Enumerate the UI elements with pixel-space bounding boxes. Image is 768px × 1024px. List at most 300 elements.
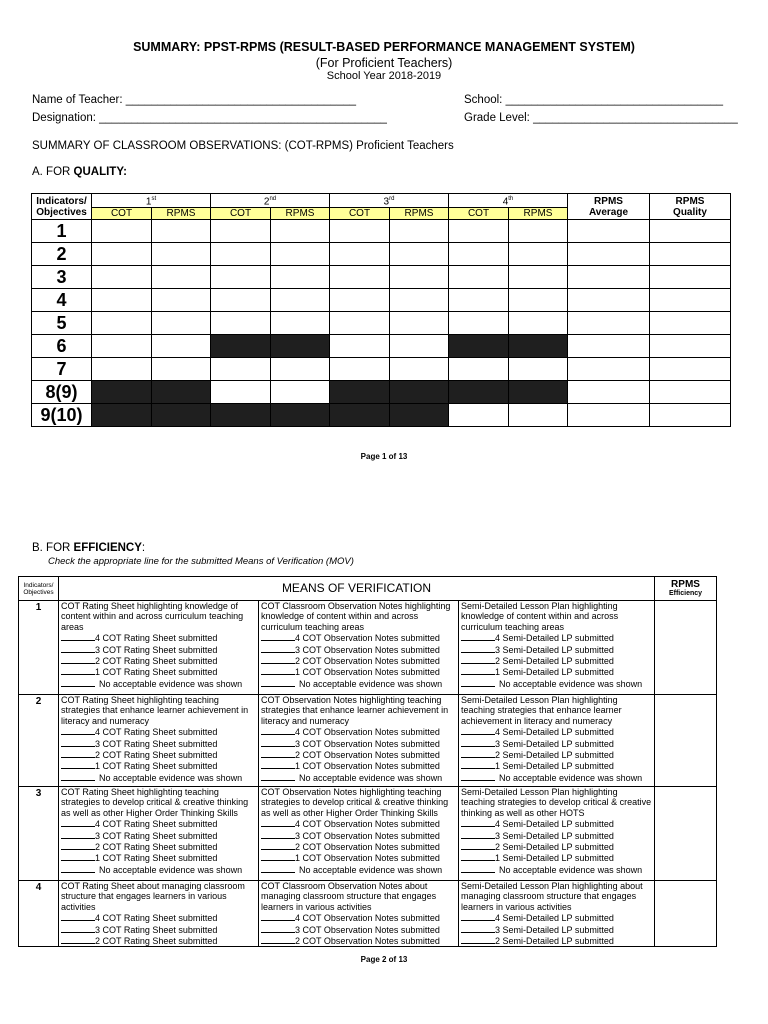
shaded-cell bbox=[449, 381, 509, 404]
efficiency-row bbox=[19, 695, 717, 787]
check-line[interactable] bbox=[261, 912, 295, 921]
rpms-quality-cell[interactable] bbox=[650, 335, 731, 358]
rpms-quality-cell[interactable] bbox=[650, 312, 731, 335]
rpms-efficiency-cell[interactable] bbox=[655, 695, 717, 787]
cot-subheader: COT bbox=[449, 208, 509, 220]
mov-option bbox=[261, 864, 456, 875]
check-line[interactable] bbox=[461, 924, 495, 933]
mov-option-label: 4 Semi-Detailed LP submitted bbox=[495, 913, 614, 924]
score-cell[interactable] bbox=[390, 266, 449, 289]
objective-number: 4 bbox=[32, 289, 92, 312]
mov-option-label: No acceptable evidence was shown bbox=[499, 678, 643, 689]
rpms-average-header: RPMS Average bbox=[568, 194, 650, 220]
document-title: SUMMARY: PPST-RPMS (RESULT-BASED PERFORMANCE MANAGEMENT SYSTEM) bbox=[133, 40, 635, 54]
score-cell[interactable] bbox=[509, 243, 568, 266]
score-cell[interactable] bbox=[449, 266, 509, 289]
mov-option-label: 3 COT Rating Sheet submitted bbox=[95, 830, 218, 841]
mov-option-label: No acceptable evidence was shown bbox=[299, 772, 443, 783]
mov-option bbox=[61, 760, 256, 771]
designation-label: Designation: bbox=[32, 112, 96, 124]
mov-option bbox=[61, 818, 256, 829]
check-line[interactable] bbox=[261, 924, 295, 933]
summary-heading: SUMMARY OF CLASSROOM OBSERVATIONS: (COT-RPMS) Proficient Teachers bbox=[32, 140, 454, 152]
indicators-objectives-header: Indicators/ Objectives bbox=[32, 194, 92, 220]
mov-option-label: 2 Semi-Detailed LP submitted bbox=[495, 842, 614, 853]
objective-number: 6 bbox=[32, 335, 92, 358]
check-line[interactable] bbox=[61, 935, 95, 944]
mov-option bbox=[461, 726, 652, 737]
rpms-quality-cell[interactable] bbox=[650, 220, 731, 243]
mov-option-label: 4 COT Rating Sheet submitted bbox=[95, 633, 218, 644]
check-line[interactable] bbox=[461, 726, 495, 735]
check-line[interactable] bbox=[461, 772, 495, 781]
score-cell[interactable] bbox=[211, 266, 271, 289]
quality-row bbox=[32, 335, 731, 358]
score-cell[interactable] bbox=[330, 312, 390, 335]
rpms-subheader: RPMS bbox=[271, 208, 330, 220]
check-line[interactable] bbox=[461, 749, 495, 758]
mov-option bbox=[461, 738, 652, 749]
mov-option bbox=[461, 852, 652, 863]
objective-number: 8(9) bbox=[32, 381, 92, 404]
check-line[interactable] bbox=[461, 678, 495, 687]
rpms-average-cell[interactable] bbox=[568, 220, 650, 243]
mov-option-label: 2 COT Observation Notes submitted bbox=[295, 842, 440, 853]
efficiency-suffix: : bbox=[141, 542, 146, 554]
mov-option-label: 1 Semi-Detailed LP submitted bbox=[495, 761, 614, 772]
mov-option bbox=[61, 678, 256, 689]
check-line[interactable] bbox=[261, 841, 295, 850]
rpms-quality-cell[interactable] bbox=[650, 243, 731, 266]
mov-cell bbox=[59, 601, 259, 695]
efficiency-heading bbox=[32, 542, 145, 554]
score-cell[interactable] bbox=[449, 289, 509, 312]
quality-row bbox=[32, 381, 731, 404]
score-cell[interactable] bbox=[271, 381, 330, 404]
objective-number: 9(10) bbox=[32, 404, 92, 427]
check-line[interactable] bbox=[61, 912, 95, 921]
score-cell[interactable] bbox=[92, 335, 152, 358]
check-line[interactable] bbox=[461, 864, 495, 873]
mov-option-label: 2 Semi-Detailed LP submitted bbox=[495, 936, 614, 947]
mov-option-label: 3 COT Rating Sheet submitted bbox=[95, 644, 218, 655]
school-field bbox=[464, 94, 723, 106]
score-cell[interactable] bbox=[271, 266, 330, 289]
mov-option bbox=[261, 655, 456, 666]
cot-subheader: COT bbox=[92, 208, 152, 220]
mov-option-label: 4 COT Observation Notes submitted bbox=[295, 913, 440, 924]
mov-option bbox=[61, 738, 256, 749]
shaded-cell bbox=[211, 335, 271, 358]
mov-description: COT Rating Sheet highlighting knowledge of content within and across curriculum teaching areas bbox=[61, 601, 244, 632]
check-line[interactable] bbox=[261, 864, 295, 873]
designation-line: _____________________________________________ bbox=[99, 112, 387, 124]
score-cell[interactable] bbox=[330, 289, 390, 312]
observation-4-header: 4th bbox=[449, 194, 568, 208]
score-cell[interactable] bbox=[390, 243, 449, 266]
mov-option bbox=[461, 935, 652, 946]
means-of-verification-header: MEANS OF VERIFICATION bbox=[59, 577, 655, 601]
check-line[interactable] bbox=[61, 749, 95, 758]
grade-level-line: ________________________________ bbox=[533, 112, 738, 124]
mov-option-label: 1 COT Rating Sheet submitted bbox=[95, 667, 218, 678]
check-line[interactable] bbox=[61, 818, 95, 827]
quality-row bbox=[32, 404, 731, 427]
mov-description: COT Rating Sheet about managing classroom structure that engages learners in various activities bbox=[61, 881, 245, 912]
quality-prefix: A. FOR bbox=[32, 166, 74, 178]
mov-option bbox=[461, 655, 652, 666]
check-line[interactable] bbox=[261, 852, 295, 861]
mov-option-label: 1 Semi-Detailed LP submitted bbox=[495, 853, 614, 864]
mov-option-label: 3 COT Rating Sheet submitted bbox=[95, 924, 218, 935]
score-cell[interactable] bbox=[271, 220, 330, 243]
mov-option-label: 4 COT Rating Sheet submitted bbox=[95, 819, 218, 830]
mov-option-label: 1 COT Rating Sheet submitted bbox=[95, 853, 218, 864]
mov-cell bbox=[459, 695, 655, 787]
mov-option bbox=[61, 632, 256, 643]
mov-option-label: 4 Semi-Detailed LP submitted bbox=[495, 819, 614, 830]
quality-row bbox=[32, 312, 731, 335]
rpms-average-cell[interactable] bbox=[568, 381, 650, 404]
teacher-name-field bbox=[32, 94, 356, 106]
quality-row bbox=[32, 243, 731, 266]
score-cell[interactable] bbox=[271, 289, 330, 312]
rpms-efficiency-header: RPMS Efficiency bbox=[655, 577, 717, 601]
rpms-efficiency-cell[interactable] bbox=[655, 787, 717, 881]
shaded-cell bbox=[330, 404, 390, 427]
score-cell[interactable] bbox=[92, 266, 152, 289]
mov-option bbox=[261, 678, 456, 689]
rpms-average-cell[interactable] bbox=[568, 404, 650, 427]
observation-2-header: 2nd bbox=[211, 194, 330, 208]
score-cell[interactable] bbox=[211, 381, 271, 404]
mov-option-label: 3 Semi-Detailed LP submitted bbox=[495, 924, 614, 935]
mov-option-label: 3 COT Observation Notes submitted bbox=[295, 924, 440, 935]
score-cell[interactable] bbox=[390, 220, 449, 243]
mov-option bbox=[461, 818, 652, 829]
check-line[interactable] bbox=[61, 738, 95, 747]
mov-description: COT Observation Notes highlighting teaching strategies that enhance learner achievement in literacy and numeracy bbox=[261, 695, 449, 726]
score-cell[interactable] bbox=[211, 312, 271, 335]
score-cell[interactable] bbox=[330, 243, 390, 266]
check-line[interactable] bbox=[261, 772, 295, 781]
check-line[interactable] bbox=[61, 655, 95, 664]
shaded-cell bbox=[271, 404, 330, 427]
check-line[interactable] bbox=[461, 644, 495, 653]
mov-cell bbox=[459, 787, 655, 881]
check-line[interactable] bbox=[261, 632, 295, 641]
score-cell[interactable] bbox=[449, 312, 509, 335]
mov-option bbox=[461, 841, 652, 852]
rpms-average-cell[interactable] bbox=[568, 266, 650, 289]
check-line[interactable] bbox=[261, 760, 295, 769]
shaded-cell bbox=[509, 335, 568, 358]
document-subtitle: (For Proficient Teachers) bbox=[315, 56, 453, 70]
mov-option bbox=[61, 655, 256, 666]
grade-level-label: Grade Level: bbox=[464, 112, 530, 124]
check-line[interactable] bbox=[61, 644, 95, 653]
mov-option bbox=[261, 841, 456, 852]
mov-option bbox=[461, 678, 652, 689]
score-cell[interactable] bbox=[92, 220, 152, 243]
mov-option bbox=[261, 818, 456, 829]
score-cell[interactable] bbox=[152, 289, 211, 312]
rpms-quality-cell[interactable] bbox=[650, 358, 731, 381]
observation-3-header: 3rd bbox=[330, 194, 449, 208]
check-line[interactable] bbox=[461, 830, 495, 839]
teacher-name-line: ____________________________________ bbox=[125, 94, 357, 106]
mov-option-label: 3 COT Observation Notes submitted bbox=[295, 738, 440, 749]
mov-option-label: 1 COT Observation Notes submitted bbox=[295, 761, 440, 772]
score-cell[interactable] bbox=[449, 243, 509, 266]
check-line[interactable] bbox=[61, 841, 95, 850]
score-cell[interactable] bbox=[92, 243, 152, 266]
mov-description: Semi-Detailed Lesson Plan highlighting teaching strategies to develop critical & creative thinking as well as other HOTS bbox=[461, 787, 652, 818]
mov-option-label: 3 COT Observation Notes submitted bbox=[295, 830, 440, 841]
mov-option bbox=[461, 632, 652, 643]
check-line[interactable] bbox=[261, 655, 295, 664]
mov-description: COT Classroom Observation Notes highlighting knowledge of content within and across curriculum teaching areas bbox=[261, 601, 451, 632]
score-cell[interactable] bbox=[211, 243, 271, 266]
school-label: School: bbox=[464, 94, 503, 106]
check-line[interactable] bbox=[61, 726, 95, 735]
rpms-efficiency-cell[interactable] bbox=[655, 881, 717, 947]
quality-table bbox=[31, 193, 731, 427]
efficiency-prefix: B. FOR bbox=[32, 542, 74, 554]
score-cell[interactable] bbox=[92, 289, 152, 312]
mov-option bbox=[461, 666, 652, 677]
mov-option bbox=[461, 864, 652, 875]
shaded-cell bbox=[211, 404, 271, 427]
score-cell[interactable] bbox=[92, 358, 152, 381]
check-line[interactable] bbox=[461, 760, 495, 769]
rpms-subheader: RPMS bbox=[509, 208, 568, 220]
check-line[interactable] bbox=[261, 830, 295, 839]
mov-option-label: 2 COT Rating Sheet submitted bbox=[95, 750, 218, 761]
score-cell[interactable] bbox=[92, 312, 152, 335]
mov-option-label: 4 COT Observation Notes submitted bbox=[295, 633, 440, 644]
mov-description: COT Rating Sheet highlighting teaching strategies to develop critical & creative thinking as well as other Higher Order Thinking Skills bbox=[61, 787, 249, 818]
check-line[interactable] bbox=[461, 852, 495, 861]
cot-subheader: COT bbox=[330, 208, 390, 220]
score-cell[interactable] bbox=[330, 266, 390, 289]
mov-option-label: 4 COT Observation Notes submitted bbox=[295, 819, 440, 830]
score-cell[interactable] bbox=[449, 358, 509, 381]
score-cell[interactable] bbox=[509, 404, 568, 427]
objective-number: 7 bbox=[32, 358, 92, 381]
score-cell[interactable] bbox=[152, 358, 211, 381]
check-line[interactable] bbox=[461, 738, 495, 747]
mov-cell bbox=[59, 695, 259, 787]
mov-option-label: 4 COT Observation Notes submitted bbox=[295, 727, 440, 738]
score-cell[interactable] bbox=[152, 335, 211, 358]
efficiency-table-body bbox=[19, 601, 717, 947]
mov-option-label: 3 Semi-Detailed LP submitted bbox=[495, 738, 614, 749]
check-line[interactable] bbox=[461, 632, 495, 641]
mov-option bbox=[261, 924, 456, 935]
rpms-subheader: RPMS bbox=[390, 208, 449, 220]
mov-option-label: 2 COT Observation Notes submitted bbox=[295, 656, 440, 667]
check-line[interactable] bbox=[61, 666, 95, 675]
mov-cell bbox=[259, 601, 459, 695]
rpms-average-cell[interactable] bbox=[568, 335, 650, 358]
score-cell[interactable] bbox=[449, 404, 509, 427]
mov-option bbox=[261, 749, 456, 760]
mov-option-label: 3 Semi-Detailed LP submitted bbox=[495, 830, 614, 841]
mov-option bbox=[261, 830, 456, 841]
mov-option-label: No acceptable evidence was shown bbox=[99, 864, 243, 875]
check-line[interactable] bbox=[461, 666, 495, 675]
mov-option bbox=[261, 666, 456, 677]
mov-option bbox=[61, 841, 256, 852]
rpms-average-cell[interactable] bbox=[568, 243, 650, 266]
score-cell[interactable] bbox=[390, 289, 449, 312]
check-line[interactable] bbox=[261, 749, 295, 758]
mov-description: COT Classroom Observation Notes about managing classroom structure that engages learners in various activities bbox=[261, 881, 437, 912]
check-line[interactable] bbox=[261, 935, 295, 944]
mov-cell bbox=[259, 695, 459, 787]
score-cell[interactable] bbox=[330, 220, 390, 243]
mov-option bbox=[61, 772, 256, 783]
mov-option bbox=[461, 749, 652, 760]
rpms-quality-cell[interactable] bbox=[650, 266, 731, 289]
mov-option-label: 2 COT Rating Sheet submitted bbox=[95, 936, 218, 947]
mov-cell bbox=[259, 881, 459, 947]
score-cell[interactable] bbox=[509, 289, 568, 312]
indicator-number: 4 bbox=[19, 881, 59, 947]
mov-option-label: 3 COT Rating Sheet submitted bbox=[95, 738, 218, 749]
rpms-quality-cell[interactable] bbox=[650, 289, 731, 312]
mov-option bbox=[261, 772, 456, 783]
mov-option bbox=[61, 726, 256, 737]
shaded-cell bbox=[271, 335, 330, 358]
mov-option bbox=[61, 864, 256, 875]
score-cell[interactable] bbox=[271, 312, 330, 335]
check-line[interactable] bbox=[61, 632, 95, 641]
rpms-average-cell[interactable] bbox=[568, 289, 650, 312]
rpms-quality-cell[interactable] bbox=[650, 404, 731, 427]
score-cell[interactable] bbox=[152, 312, 211, 335]
score-cell[interactable] bbox=[509, 220, 568, 243]
designation-field bbox=[32, 112, 387, 124]
mov-option bbox=[261, 935, 456, 946]
check-line[interactable] bbox=[461, 912, 495, 921]
score-cell[interactable] bbox=[390, 335, 449, 358]
score-cell[interactable] bbox=[271, 243, 330, 266]
score-cell[interactable] bbox=[449, 220, 509, 243]
mov-option-label: 3 COT Observation Notes submitted bbox=[295, 644, 440, 655]
mov-option bbox=[261, 644, 456, 655]
efficiency-row bbox=[19, 787, 717, 881]
check-line[interactable] bbox=[261, 726, 295, 735]
check-line[interactable] bbox=[461, 841, 495, 850]
check-line[interactable] bbox=[61, 678, 95, 687]
teacher-name-label: Name of Teacher: bbox=[32, 94, 123, 106]
check-line[interactable] bbox=[461, 818, 495, 827]
score-cell[interactable] bbox=[152, 243, 211, 266]
check-line[interactable] bbox=[261, 666, 295, 675]
shaded-cell bbox=[390, 404, 449, 427]
mov-option-label: No acceptable evidence was shown bbox=[299, 864, 443, 875]
mov-option-label: No acceptable evidence was shown bbox=[499, 772, 643, 783]
quality-label: QUALITY: bbox=[73, 166, 127, 178]
mov-option-label: No acceptable evidence was shown bbox=[299, 678, 443, 689]
check-line[interactable] bbox=[61, 852, 95, 861]
shaded-cell bbox=[152, 381, 211, 404]
mov-option bbox=[461, 830, 652, 841]
check-line[interactable] bbox=[61, 830, 95, 839]
shaded-cell bbox=[509, 381, 568, 404]
shaded-cell bbox=[152, 404, 211, 427]
mov-option-label: 2 COT Observation Notes submitted bbox=[295, 750, 440, 761]
check-line[interactable] bbox=[261, 644, 295, 653]
mov-cell bbox=[59, 787, 259, 881]
observation-1-header: 1st bbox=[92, 194, 211, 208]
mov-option-label: 4 Semi-Detailed LP submitted bbox=[495, 727, 614, 738]
mov-option-label: 2 COT Rating Sheet submitted bbox=[95, 656, 218, 667]
score-cell[interactable] bbox=[211, 220, 271, 243]
mov-option-label: 2 COT Observation Notes submitted bbox=[295, 936, 440, 947]
check-line[interactable] bbox=[61, 772, 95, 781]
efficiency-instruction: Check the appropriate line for the submitted Means of Verification (MOV) bbox=[48, 556, 354, 567]
mov-option-label: 1 COT Observation Notes submitted bbox=[295, 667, 440, 678]
rpms-average-cell[interactable] bbox=[568, 312, 650, 335]
quality-heading bbox=[32, 166, 127, 178]
mov-option-label: 4 COT Rating Sheet submitted bbox=[95, 727, 218, 738]
mov-option-label: 3 Semi-Detailed LP submitted bbox=[495, 644, 614, 655]
score-cell[interactable] bbox=[152, 220, 211, 243]
score-cell[interactable] bbox=[509, 312, 568, 335]
check-line[interactable] bbox=[61, 924, 95, 933]
score-cell[interactable] bbox=[390, 358, 449, 381]
check-line[interactable] bbox=[461, 935, 495, 944]
shaded-cell bbox=[330, 381, 390, 404]
score-cell[interactable] bbox=[509, 358, 568, 381]
score-cell[interactable] bbox=[509, 266, 568, 289]
mov-option-label: No acceptable evidence was shown bbox=[99, 678, 243, 689]
quality-table-body bbox=[32, 220, 731, 427]
check-line[interactable] bbox=[61, 864, 95, 873]
score-cell[interactable] bbox=[211, 358, 271, 381]
rpms-average-cell[interactable] bbox=[568, 358, 650, 381]
check-line[interactable] bbox=[461, 655, 495, 664]
score-cell[interactable] bbox=[330, 358, 390, 381]
score-cell[interactable] bbox=[330, 335, 390, 358]
mov-option bbox=[61, 666, 256, 677]
rpms-quality-cell[interactable] bbox=[650, 381, 731, 404]
check-line[interactable] bbox=[261, 818, 295, 827]
mov-option bbox=[61, 912, 256, 923]
mov-option bbox=[61, 935, 256, 946]
check-line[interactable] bbox=[261, 678, 295, 687]
mov-cell bbox=[459, 601, 655, 695]
mov-option bbox=[261, 760, 456, 771]
mov-option bbox=[461, 760, 652, 771]
mov-option bbox=[461, 644, 652, 655]
check-line[interactable] bbox=[261, 738, 295, 747]
efficiency-row bbox=[19, 881, 717, 947]
score-cell[interactable] bbox=[390, 312, 449, 335]
score-cell[interactable] bbox=[211, 289, 271, 312]
mov-description: Semi-Detailed Lesson Plan highlighting teaching strategies that enhance learner achievement in literacy and numeracy bbox=[461, 695, 622, 726]
score-cell[interactable] bbox=[152, 266, 211, 289]
score-cell[interactable] bbox=[271, 358, 330, 381]
efficiency-row bbox=[19, 601, 717, 695]
rpms-efficiency-cell[interactable] bbox=[655, 601, 717, 695]
check-line[interactable] bbox=[61, 760, 95, 769]
page-number: Page 1 of 13 bbox=[360, 452, 408, 461]
shaded-cell bbox=[92, 381, 152, 404]
